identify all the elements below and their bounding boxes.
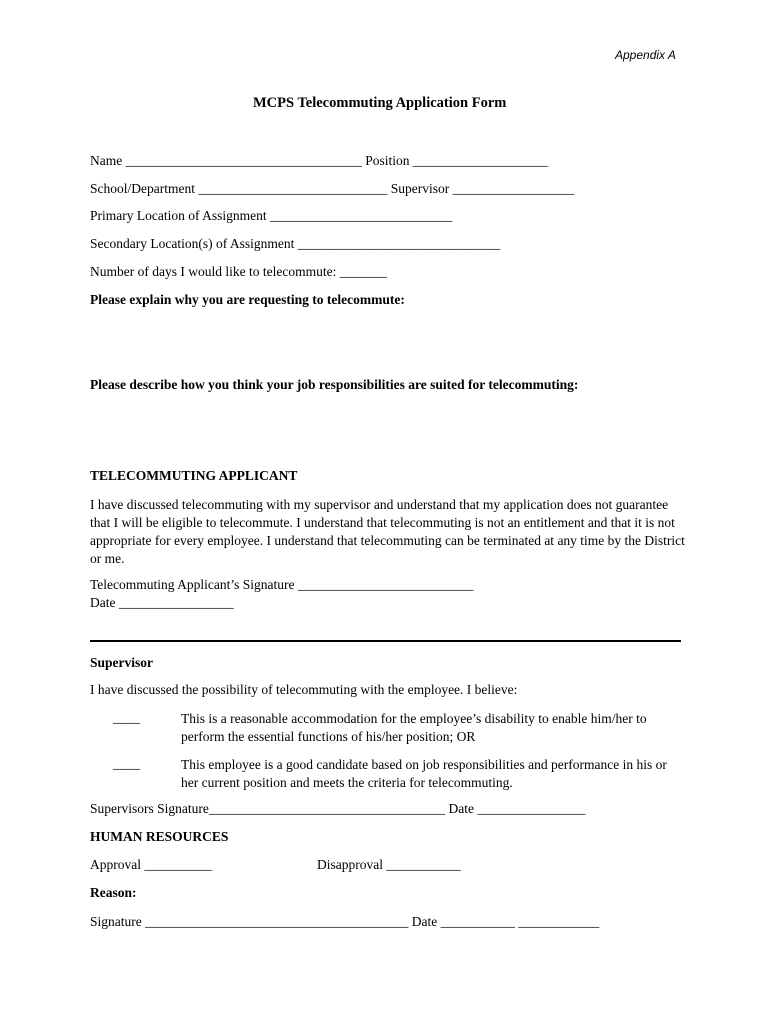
applicant-statement: I have discussed telecommuting with my supervisor and understand that my application does not guarantee that I will be eligible to telecommute. I understand that telecommuting is not an entitlement and that it is not appropriate for every employee. I understand that telecommuting can be terminated at any time by the District or me. (90, 497, 685, 566)
why-question: Please explain why you are requesting to telecommute: (90, 292, 405, 307)
option1-text: This is a reasonable accommodation for the employee’s disability to enable him/her to perform the essential functions of his/her position; OR (181, 711, 647, 744)
hr-heading: HUMAN RESOURCES (90, 829, 229, 844)
primary-location-field[interactable]: Primary Location of Assignment ___________________________ (90, 208, 453, 223)
applicant-heading: TELECOMMUTING APPLICANT (90, 468, 298, 483)
form-title: MCPS Telecommuting Application Form (253, 95, 507, 111)
supervisor-intro: I have discussed the possibility of telecommuting with the employee. I believe: (90, 682, 518, 697)
school-supervisor-field[interactable]: School/Department ____________________________ Supervisor __________________ (90, 181, 575, 196)
approval-field[interactable]: Approval __________ (90, 857, 212, 872)
applicant-signature-field[interactable]: Telecommuting Applicant’s Signature __________________________ (90, 577, 474, 592)
telecommute-days-field[interactable]: Number of days I would like to telecommute: _______ (90, 264, 387, 279)
supervisor-signature-field[interactable]: Supervisors Signature___________________________________ Date ________________ (90, 801, 586, 816)
option1-checkbox-blank[interactable]: ____ (113, 710, 140, 725)
section-divider (90, 640, 681, 642)
applicant-date-field[interactable]: Date _________________ (90, 595, 234, 610)
reason-label: Reason: (90, 885, 137, 900)
how-question: Please describe how you think your job responsibilities are suited for telecommuting: (90, 377, 579, 392)
name-position-field[interactable]: Name ___________________________________ Position ____________________ (90, 153, 548, 168)
hr-signature-field[interactable]: Signature _______________________________________ Date ___________ ____________ (90, 914, 600, 929)
secondary-location-field[interactable]: Secondary Location(s) of Assignment ______________________________ (90, 236, 501, 251)
option2-text: This employee is a good candidate based on job responsibilities and performance in his or her current position and meets the criteria for telecommuting. (181, 757, 667, 790)
option2-checkbox-blank[interactable]: ____ (113, 756, 140, 771)
supervisor-heading: Supervisor (90, 655, 154, 670)
disapproval-field[interactable]: Disapproval ___________ (317, 857, 461, 872)
appendix-label: Appendix A (615, 48, 676, 62)
